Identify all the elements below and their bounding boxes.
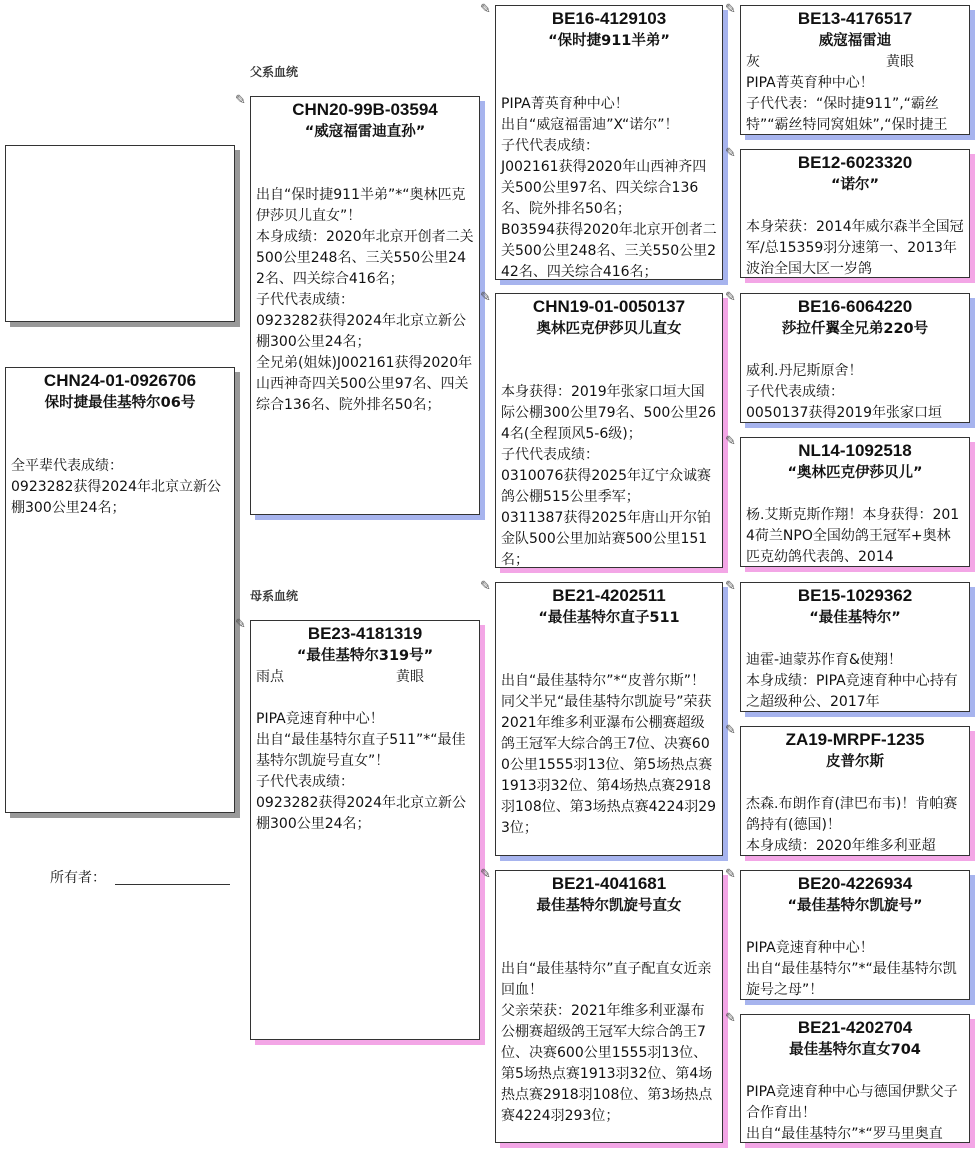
- ring-number: BE16-4129103: [551, 9, 667, 28]
- owner-input-line[interactable]: [115, 884, 230, 885]
- bird-name: “奥林匹克伊莎贝儿”: [787, 465, 923, 481]
- feather-color: 雨点: [256, 669, 284, 685]
- ring-number: NL14-1092518: [798, 441, 912, 460]
- bird-name: 保时捷最佳基特尔06号: [44, 395, 196, 411]
- bird-name: “保时捷911半弟”: [548, 33, 670, 49]
- pedigree-card-ds[interactable]: [495, 582, 723, 856]
- bird-description: PIPA竞速育种中心与德国伊默父子合作育出！ 出自“最佳基特尔”*“罗马里奥直: [746, 1084, 958, 1142]
- pedigree-card-sd[interactable]: [495, 293, 723, 568]
- edit-pencil-icon[interactable]: ✎: [480, 867, 491, 882]
- edit-pencil-icon[interactable]: ✎: [725, 434, 736, 449]
- pedigree-card-sss[interactable]: [740, 5, 970, 135]
- edit-pencil-icon[interactable]: ✎: [725, 867, 736, 882]
- bird-name: “最佳基特尔直子511: [538, 610, 680, 626]
- pedigree-card-dsd[interactable]: [740, 726, 970, 856]
- edit-pencil-icon[interactable]: ✎: [725, 2, 736, 17]
- edit-pencil-icon[interactable]: ✎: [480, 579, 491, 594]
- bird-description: 杰森.布朗作育(津巴布韦)！肯帕赛鸽持有(德国)！ 本身成绩：2020年维多利亚超: [746, 796, 958, 854]
- dam-line-label: 母系血统: [250, 589, 299, 603]
- ring-number: BE16-6064220: [797, 297, 913, 316]
- color-eye-row: [256, 667, 474, 688]
- pedigree-card-sds[interactable]: [740, 293, 970, 423]
- ring-number: CHN24-01-0926706: [43, 371, 197, 390]
- edit-pencil-icon[interactable]: ✎: [725, 290, 736, 305]
- ring-number: BE20-4226934: [797, 874, 913, 893]
- bird-description: PIPA竞速育种中心！ 出自“最佳基特尔”*“最佳基特尔凯旋号之母”！: [746, 940, 957, 998]
- bird-name: “诺尔”: [830, 177, 880, 193]
- ring-number: BE21-4202704: [797, 1018, 913, 1037]
- edit-pencil-icon[interactable]: ✎: [725, 1011, 736, 1026]
- eye-color: 黄眼: [396, 669, 424, 685]
- bird-description: 出自“最佳基特尔”直子配直女近亲回血！ 父亲荣获：2021年维多利亚瀑布公棚赛超级鸽王冠军大综合鸽王7位、决赛600公里1555羽13位、第5场热点赛1913羽32位、第4场热点赛2918羽108位、第3场热点赛4224羽293位；: [501, 961, 713, 1124]
- ring-number: CHN19-01-0050137: [532, 297, 686, 316]
- bird-description: 杨.艾斯克斯作翔！本身获得：2014荷兰NPO全国幼鸽王冠军+奥林匹克幼鸽代表鸽、2014: [746, 507, 960, 565]
- bird-name: “威寇福雷迪直孙”: [304, 124, 426, 140]
- edit-pencil-icon[interactable]: ✎: [480, 2, 491, 17]
- bird-description: 迪霍-迪蒙苏作育&使翔！ 本身成绩：PIPA竞速育种中心持有之超级种公、2017年: [746, 652, 958, 710]
- sire-line-label: 父系血统: [250, 65, 299, 79]
- bird-description: 威利.丹尼斯原舍！ 子代代表成绩： 0050137获得2019年张家口垣: [746, 363, 942, 421]
- bird-name: “最佳基特尔”: [809, 610, 901, 626]
- bird-description: PIPA菁英育种中心！ 子代代表：“保时捷911”,“霸丝特”“霸丝特同窝姐妹”,“保时捷王: [746, 75, 948, 133]
- pedigree-card-sdd[interactable]: [740, 437, 970, 567]
- pedigree-card-dss[interactable]: [740, 582, 970, 712]
- ring-number: BE21-4202511: [552, 586, 666, 605]
- pedigree-card-ddd[interactable]: [740, 1014, 970, 1143]
- bird-name: “最佳基特尔凯旋号”: [787, 898, 923, 914]
- pedigree-card-sire[interactable]: [250, 96, 480, 515]
- ring-number: BE15-1029362: [797, 586, 913, 605]
- ring-number: CHN20-99B-03594: [292, 100, 438, 119]
- bird-description: 全平辈代表成绩： 0923282获得2024年北京立新公棚300公里24名；: [11, 458, 221, 516]
- bird-name: 最佳基特尔凯旋号直女: [536, 898, 682, 914]
- ring-number: BE12-6023320: [797, 153, 913, 172]
- edit-pencil-icon[interactable]: ✎: [725, 146, 736, 161]
- pedigree-card-dam[interactable]: [250, 620, 480, 1040]
- bird-name: “最佳基特尔319号”: [296, 648, 434, 664]
- ring-number: BE21-4041681: [551, 874, 667, 893]
- photo-placeholder: [5, 145, 235, 322]
- color-eye-row: [746, 52, 964, 73]
- edit-pencil-icon[interactable]: ✎: [235, 93, 246, 108]
- pedigree-card-dd[interactable]: [495, 870, 723, 1143]
- ring-number: BE13-4176517: [797, 9, 913, 28]
- eye-color: 黄眼: [886, 54, 914, 70]
- ring-number: BE23-4181319: [307, 624, 423, 643]
- bird-name: 皮普尔斯: [826, 754, 884, 770]
- bird-description: 出自“最佳基特尔”*“皮普尔斯”！ 同父半兄“最佳基特尔凯旋号”荣获2021年维多利亚瀑布公棚赛超级鸽王冠军大综合鸽王7位、决赛600公里1555羽13位、第5场热点赛1913羽32位、第4场热点赛2918羽108位、第3场热点赛4224羽293位；: [501, 673, 717, 836]
- bird-description: 本身荣获：2014年威尔森半全国冠军/总15359羽分速第一、2013年波治全国大区一岁鸽: [746, 219, 964, 277]
- edit-pencil-icon[interactable]: ✎: [725, 579, 736, 594]
- bird-name: 最佳基特尔直女704: [789, 1042, 921, 1058]
- bird-description: PIPA菁英育种中心！ 出自“威寇福雷迪”X“诺尔”！ 子代代表成绩： J002161获得2020年山西神齐四关500公里97名、四关综合136名、院外排名50名； B03594获得2020年北京开创者二关500公里248名、三关550公里242名、四关综合416名；: [501, 96, 717, 280]
- edit-pencil-icon[interactable]: ✎: [480, 290, 491, 305]
- pedigree-card-dds[interactable]: [740, 870, 970, 1000]
- bird-description: 出自“保时捷911半弟”*“奥林匹克伊莎贝儿直女”！ 本身成绩：2020年北京开创者二关500公里248名、三关550公里242名、四关综合416名； 子代代表成绩： 0923282获得2024年北京立新公棚300公里24名； 全兄弟(姐妹)J002161获得2020年山西神奇四关500公里97名、四关综合136名、院外排名50名；: [256, 187, 474, 413]
- bird-description: 本身获得：2019年张家口垣大国际公棚300公里79名、500公里264名(全程顶风5-6级)； 子代代表成绩： 0310076获得2025年辽宁众诚赛鸽公棚515公里季军； 0311387获得2025年唐山开尔铂金队500公里加站赛500公里151名；: [501, 384, 717, 568]
- bird-name: 莎拉仟翼全兄弟220号: [781, 321, 929, 337]
- bird-description: PIPA竞速育种中心！ 出自“最佳基特尔直子511”*“最佳基特尔凯旋号直女”！ 子代代表成绩： 0923282获得2024年北京立新公棚300公里24名；: [256, 711, 466, 832]
- owner-label: 所有者：: [50, 870, 106, 886]
- pedigree-card-subject[interactable]: [5, 367, 235, 813]
- pedigree-card-ssd[interactable]: [740, 149, 970, 278]
- bird-name: 奥林匹克伊莎贝儿直女: [536, 321, 682, 337]
- ring-number: ZA19-MRPF-1235: [785, 730, 925, 749]
- bird-name: 威寇福雷迪: [818, 33, 892, 49]
- edit-pencil-icon[interactable]: ✎: [725, 723, 736, 738]
- feather-color: 灰: [746, 54, 760, 70]
- pedigree-card-ss[interactable]: [495, 5, 723, 280]
- edit-pencil-icon[interactable]: ✎: [235, 617, 246, 632]
